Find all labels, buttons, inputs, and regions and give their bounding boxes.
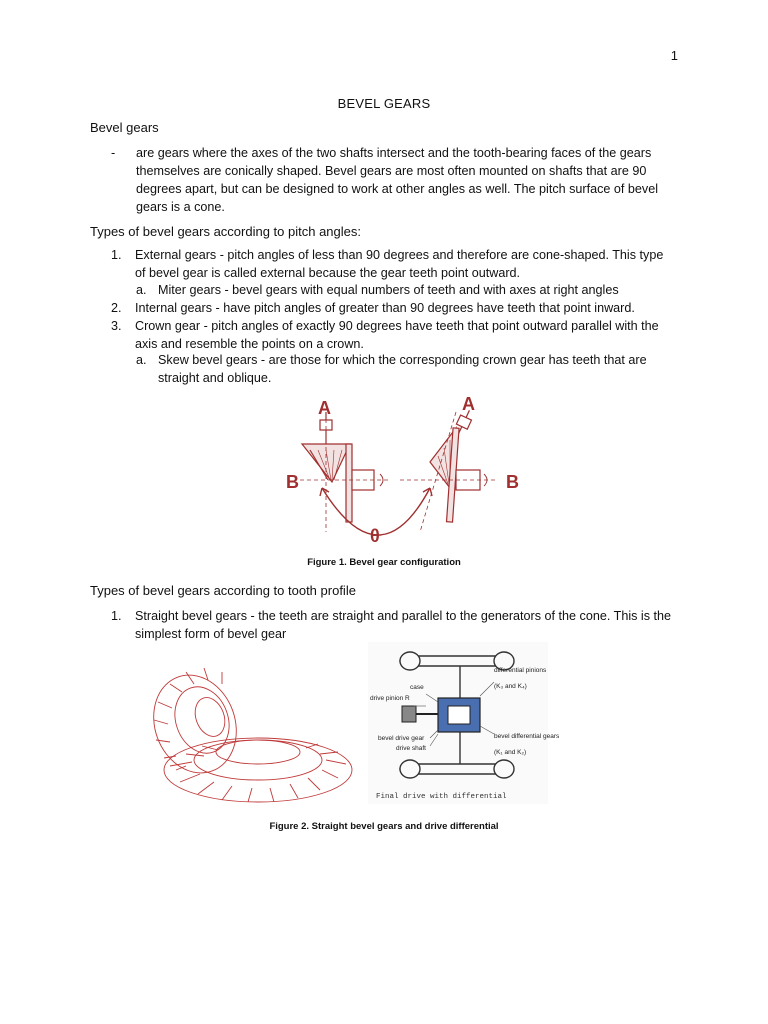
lower-gear-outer — [164, 738, 352, 802]
sub-list-letter: a. — [136, 353, 147, 367]
list-number: 2. — [111, 301, 122, 315]
label-bevel-drive-gear: bevel drive gear — [378, 735, 425, 742]
label-bevel-differential-gears: bevel differential gears — [494, 733, 560, 740]
label-a-right: A — [462, 394, 475, 414]
list-number: 3. — [111, 319, 122, 333]
list-number: 1. — [111, 609, 122, 623]
list-text: Internal gears - have pitch angles of greater than 90 degrees have teeth that point inward. — [135, 301, 635, 315]
label-theta: θ — [370, 526, 380, 546]
drive-pinion — [402, 706, 416, 722]
label-drive-shaft: drive shaft — [396, 745, 426, 752]
upper-gear-outer — [140, 663, 249, 784]
label-drive-pinion: drive pinion R — [370, 695, 410, 702]
list-text: External gears - pitch angles of less than 90 degrees and therefore are cone-shaped. This type of bevel gear is called external because the gear teeth point outward. — [135, 248, 664, 280]
sub-list-text: Skew bevel gears - are those for which the corresponding crown gear has teeth that are straight and oblique. — [158, 353, 647, 385]
label-final-drive: Final drive with differential — [376, 793, 507, 801]
section-heading-tooth-profile: Types of bevel gears according to tooth profile — [90, 583, 356, 598]
label-a-left: A — [318, 398, 331, 418]
sub-list-text: Miter gears - bevel gears with equal numbers of teeth and with axes at right angles — [158, 283, 619, 297]
list-text: Crown gear - pitch angles of exactly 90 degrees have teeth that point outward parallel with the axis and resemble the points on a crown. — [135, 319, 659, 351]
label-case: case — [410, 684, 424, 691]
label-b-right: B — [506, 472, 519, 492]
right-hub — [456, 415, 471, 429]
section-heading-bevel-gears: Bevel gears — [90, 120, 159, 135]
label-k3-k4: (K₃ and K₄) — [494, 683, 527, 690]
sub-list-letter: a. — [136, 283, 147, 297]
figure1-caption: Figure 1. Bevel gear configuration — [307, 557, 461, 568]
list-number: 1. — [111, 248, 122, 262]
left-gear-face — [346, 444, 352, 522]
bullet-text: are gears where the axes of the two shafts intersect and the tooth-bearing faces of the gears themselves are conically shaped. Bevel gears are most often mounted on shafts that are 90 degrees apart, but can be designed to work at other angles as well. The pitch surface of bevel gears is a cone. — [136, 146, 659, 214]
label-b-left: B — [286, 472, 299, 492]
section-heading-pitch-angles: Types of bevel gears according to pitch angles: — [90, 224, 361, 239]
bevel-gear-configuration-figure — [280, 392, 535, 552]
page-number: 1 — [670, 48, 678, 63]
drive-differential-diagram — [368, 642, 560, 804]
straight-bevel-gears-image — [140, 662, 355, 812]
list-text: Straight bevel gears - the teeth are straight and parallel to the generators of the cone. This is the simplest form of bevel gear — [135, 609, 672, 641]
bullet-marker: - — [111, 146, 116, 160]
page-title: BEVEL GEARS — [337, 96, 431, 111]
figure2-caption: Figure 2. Straight bevel gears and drive differential — [269, 821, 499, 832]
label-differential-pinions: differential pinions — [494, 667, 547, 674]
label-k1-k2: (K₁ and K₂) — [494, 749, 527, 756]
